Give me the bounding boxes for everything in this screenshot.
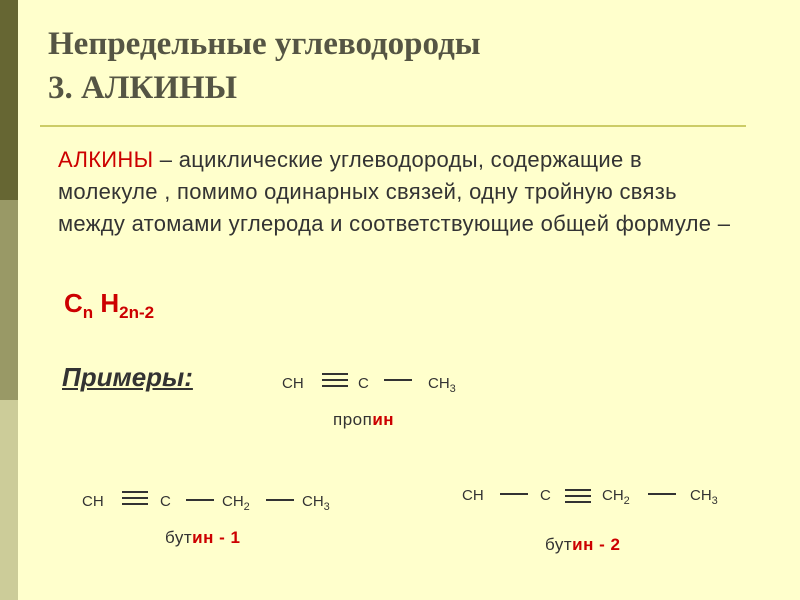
formula-hydrogen: H — [93, 288, 120, 318]
triple-bond — [322, 373, 348, 387]
butyne2-atom-3: $CH_2$ — [602, 487, 630, 507]
sidebar-stripe-middle — [0, 200, 18, 400]
triple-bond — [565, 489, 591, 503]
general-formula — [64, 288, 154, 323]
formula-carbon: C — [64, 288, 83, 318]
butyne2-atom-2: C — [540, 487, 551, 504]
butyne1-atom-3: $CH_2$ — [222, 493, 250, 513]
butyne1-atom-2: C — [160, 493, 171, 510]
single-bond — [384, 379, 412, 381]
triple-bond — [122, 491, 148, 505]
examples-label: Примеры: — [62, 362, 193, 392]
propyne-name: пропин — [333, 410, 395, 429]
propyne-atom-2: C — [358, 375, 369, 392]
definition-paragraph — [58, 144, 748, 240]
single-bond — [648, 493, 676, 495]
definition-term: АЛКИНЫ — [58, 147, 154, 172]
definition-text: – ациклические углеводороды, содержащие в молекуле , помимо одинарных связей, одну тройную связь между атомами углерода и соответствующие общей формуле – — [58, 147, 731, 236]
sidebar-stripe-top — [0, 0, 18, 200]
title-divider — [40, 125, 746, 127]
butyne1-name: бутин - 1 — [165, 528, 241, 547]
butyne1-atom-1: CH — [82, 493, 104, 510]
single-bond — [500, 493, 528, 495]
title-line-1: Непредельные углеводороды — [48, 26, 481, 62]
single-bond — [186, 499, 214, 501]
propyne-atom-3: $CH_3$ — [428, 375, 456, 395]
single-bond — [266, 499, 294, 501]
formula-hydrogen-subscript: 2n-2 — [119, 303, 155, 322]
sidebar-stripe-bottom — [0, 400, 18, 600]
title-line-2: 3. АЛКИНЫ — [48, 70, 238, 106]
butyne2-atom-4: $CH_3$ — [690, 487, 718, 507]
slide-title — [48, 22, 481, 110]
butyne1-atom-4: $CH_3$ — [302, 493, 330, 513]
butyne2-atom-1: CH — [462, 487, 484, 504]
propyne-atom-1: CH — [282, 375, 304, 392]
formula-carbon-subscript: n — [82, 303, 94, 322]
butyne2-name: бутин - 2 — [545, 535, 621, 554]
